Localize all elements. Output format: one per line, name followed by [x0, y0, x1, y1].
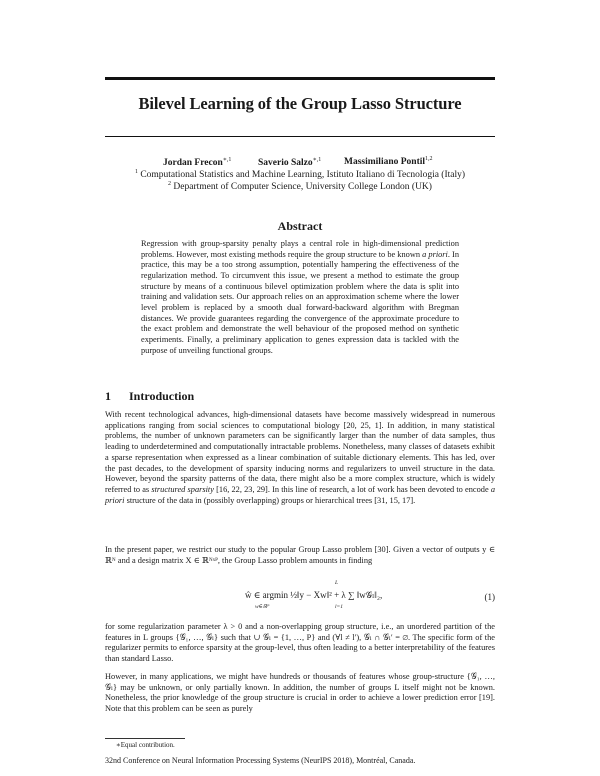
intro-paragraph: In the present paper, we restrict our study to the popular Group Lasso problem [30]. Given a vector of outputs y ∈ ℝᴺ and a design matrix X ∈ ℝᴺˣᴾ, the Group Lasso problem amounts in finding — [105, 545, 495, 565]
section-heading: 1 Introduction — [105, 389, 195, 403]
equation-sum-top: L — [335, 580, 339, 586]
title-rule-top — [105, 77, 495, 80]
equation-1 — [105, 582, 495, 616]
affiliation: $^1$ Computational Statistics and Machine Learning, Istituto Italiano di Tecnologia (Italy) — [134, 169, 466, 181]
title-rule-bottom — [105, 136, 495, 137]
equation-number: (1) — [484, 592, 495, 602]
equation-argmin-sub: w∈ℝᴾ — [255, 604, 270, 610]
intro-paragraph: With recent technological advances, high-dimensional datasets have become massively widespread in numerous applications ranging from social sciences to computational biology [20, 25, 1]. In addition, in many statistical problems, the number of unknown parameters can be significantly larger than the number of data samples, thus leading to underdetermined and computationally intractable problems. Nonetheless, many classes of datasets exhibit a sparse representation when expressed as a linear combination of suitable dictionary elements. This has led, over the past decades, to the development of sparsity inducing norms and regularizers to unveil structure in the data. However, beyond the sparsity patterns of the data, there might also be a more complex structure, which is widely referred to as structured sparsity [16, 22, 23, 29]. In this line of research, a lot of work has been devoted to encode a priori structure of the data in (possibly overlapping) groups or hierarchical trees [31, 15, 17]. — [105, 410, 495, 505]
author: Saverio Salzo$^{∗,1}$ — [258, 157, 322, 169]
footnote: ∗Equal contribution. — [116, 741, 175, 749]
abstract-text: Regression with group-sparsity penalty plays a central role in high-dimensional prediction problems. However, most existing methods require the group structure to be known a priori. In practice, this may be a too strong assumption, potentially hampering the effectiveness of the regularization method. To circumvent this issue, we present a method to estimate the group structure by means of a continuous bilevel optimization problem where the data is split into training and validation sets. Our approach relies on an approximation scheme where the lower level problem is replaced by a smooth dual forward-backward algorithm with Bregman distances. We provide guarantees regarding the convergence of the approximate procedure to the exact problem and demonstrate the well behaviour of the proposed method on synthetic experiments. Finally, a preliminary application to genes expression data is tackled with the purpose of unveiling functional groups. — [141, 239, 460, 355]
author: Massimiliano Pontil$^{1,2}$ — [344, 156, 433, 168]
intro-paragraph: for some regularization parameter λ > 0 and a non-overlapping group structure, i.e., an unordered partition of the features in L groups {𝒢₁, …, 𝒢ₗ} such that ∪ 𝒢ₗ = {1, …, P} and (∀l ≠ l′), 𝒢ₗ ∩ 𝒢ₗ′ = ∅. The specific form of the regularizer permits to enforce sparsity at the group-level, thus often leading to a better interpretability of the features than standard Lasso. — [105, 622, 495, 664]
equation-sum-bottom: l=1 — [335, 604, 343, 610]
intro-paragraph: However, in many applications, we might have hundreds or thousands of features whose group-structure {𝒢₁, …, 𝒢ₗ} may be unknown, or only partially known. In addition, the number of groups L itself might not be known. Nonetheless, the prior knowledge of the group structure is crucial in order to achieve a lower prediction error [19]. Note that this problem can be seen as purely — [105, 672, 495, 714]
paper-title: Bilevel Learning of the Group Lasso Structure — [138, 94, 462, 113]
abstract-heading: Abstract — [277, 219, 323, 233]
author: Jordan Frecon$^{∗,1}$ — [163, 157, 232, 169]
equation-body: ŵ ∈ argmin ½‖y − Xw‖² + λ ∑ ‖w𝒢ₗ‖₂, — [245, 590, 383, 600]
affiliation: $^2$ Department of Computer Science, University College London (UK) — [168, 181, 432, 193]
footnote-rule — [105, 738, 185, 739]
author-list — [105, 156, 495, 170]
venue-footer: 32nd Conference on Neural Information Processing Systems (NeurIPS 2018), Montréal, Canada. — [105, 756, 416, 765]
